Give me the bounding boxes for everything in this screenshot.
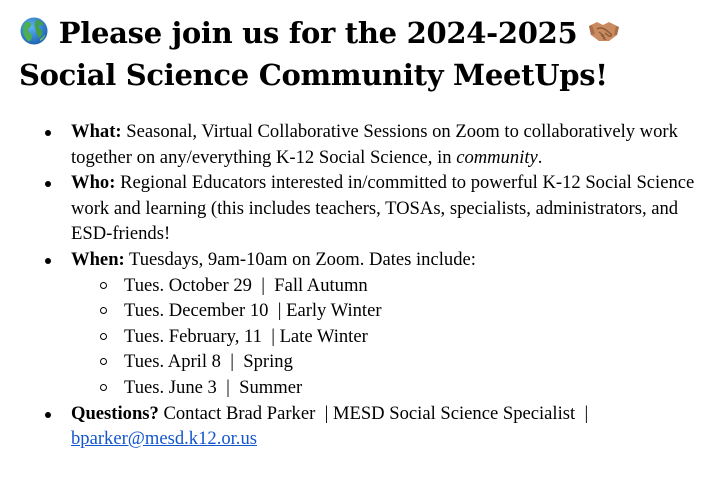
list-item-when — [0, 247, 727, 401]
meetup-date — [71, 298, 707, 324]
what-label: What: — [71, 121, 122, 142]
questions-text: Contact Brad Parker | MESD Social Science Specialist | — [163, 402, 589, 424]
hollow-bullet — [100, 282, 107, 289]
globe-icon — [19, 16, 49, 46]
bullet — [45, 181, 51, 187]
list-item-who — [0, 170, 727, 247]
meetup-date-text: Tues. June 3 | Summer — [124, 376, 303, 398]
email-link[interactable]: bparker@mesd.k12.or.us — [71, 428, 257, 450]
what-end: . — [537, 146, 543, 168]
meetup-date-text: Tues. April 8 | Spring — [124, 351, 293, 373]
title-line-2: Social Science Community MeetUps! — [19, 58, 608, 92]
meetup-date-text: Tues. February, 11 | Late Winter — [124, 325, 368, 347]
meetup-date — [71, 375, 707, 401]
meetup-date — [71, 273, 707, 299]
hollow-bullet — [100, 358, 107, 365]
who-label: Who: — [71, 172, 116, 194]
bullet — [45, 258, 51, 264]
meetup-date-text: Tues. December 10 | Early Winter — [124, 300, 382, 322]
handshake-icon — [587, 16, 617, 46]
meetup-date-text: Tues. October 29 | Fall Autumn — [124, 274, 368, 296]
hollow-bullet — [100, 307, 107, 314]
list-item-what — [0, 119, 727, 170]
page-title — [19, 12, 719, 96]
what-text: Seasonal, Virtual Collaborative Sessions on Zoom to collaboratively work together on any/everything K-12 Social Science, in — [71, 121, 678, 168]
info-list — [0, 119, 727, 452]
meetup-date — [71, 324, 707, 350]
what-italic: community — [456, 146, 538, 168]
when-text: Tuesdays, 9am-10am on Zoom. Dates include: — [129, 248, 476, 270]
when-label: When: — [71, 248, 125, 270]
list-item-questions — [0, 401, 727, 452]
hollow-bullet — [100, 333, 107, 340]
who-text: Regional Educators interested in/committed to powerful K-12 Social Science work and learning (this includes teachers, TOSAs, specialists, administrators, and ESD-friends! — [71, 172, 695, 245]
meetup-dates-list — [71, 273, 707, 401]
bullet — [45, 130, 51, 136]
bullet — [45, 412, 51, 418]
meetup-date — [71, 349, 707, 375]
title-line-1: Please join us for the 2024-2025 — [58, 16, 578, 50]
questions-label: Questions? — [71, 402, 159, 424]
hollow-bullet — [100, 384, 107, 391]
